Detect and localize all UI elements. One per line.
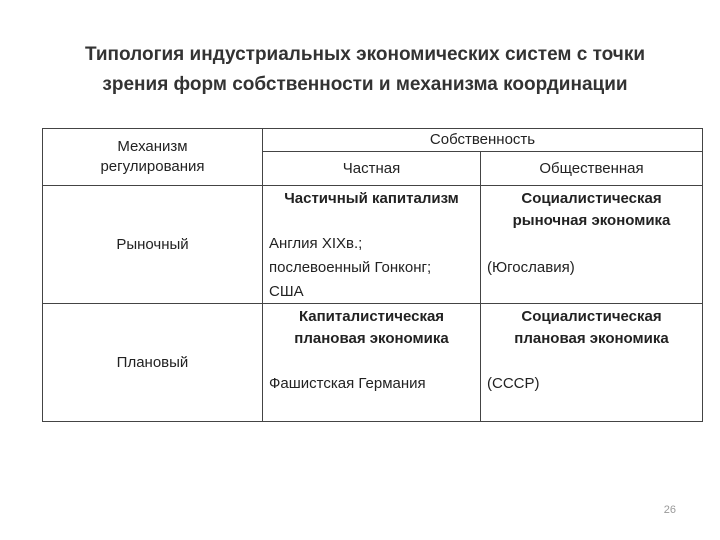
example-yugoslavia: (Югославия)	[487, 259, 575, 276]
header-private: Частная	[263, 152, 481, 186]
table-row-planned	[43, 304, 703, 422]
header-mechanism	[43, 129, 263, 186]
cell-planned-private-title-line-2: плановая экономика	[294, 330, 449, 347]
header-mechanism-line-2: регулирования	[100, 158, 205, 175]
cell-market-public-title-line-1: Социалистическая	[521, 190, 662, 207]
cell-market-public-title	[481, 186, 702, 232]
cell-market-private	[263, 186, 481, 304]
cell-planned-private-title	[263, 304, 480, 350]
example-ussr: (СССР)	[487, 375, 540, 392]
example-usa: США	[269, 283, 304, 300]
cell-planned-public	[481, 304, 703, 422]
example-england: Англия XIXв.;	[269, 235, 363, 252]
table-header-row	[43, 129, 703, 152]
cell-planned-public-title-line-2: плановая экономика	[514, 330, 669, 347]
row-label-market: Рыночный	[43, 186, 263, 304]
row-label-planned: Плановый	[43, 304, 263, 422]
cell-market-public-title-line-2: рыночная экономика	[512, 212, 671, 229]
table-row-market	[43, 186, 703, 304]
cell-planned-public-title-line-1: Социалистическая	[521, 308, 662, 325]
cell-market-private-title: Частичный капитализм	[284, 190, 459, 207]
cell-planned-public-examples	[487, 372, 698, 396]
page-number: 26	[663, 504, 676, 516]
header-mechanism-line-1: Механизм	[117, 138, 188, 155]
cell-market-public	[481, 186, 703, 304]
cell-planned-private-title-line-1: Капиталистическая	[298, 308, 445, 325]
cell-market-private-examples	[269, 232, 476, 304]
page-title	[40, 40, 690, 100]
cell-planned-private-examples	[269, 372, 476, 396]
cell-planned-public-title	[481, 304, 702, 350]
cell-market-public-examples	[487, 256, 698, 280]
cell-planned-private	[263, 304, 481, 422]
title-line-2: зрения форм собственности и механизма координации	[102, 74, 628, 95]
header-public: Общественная	[481, 152, 703, 186]
typology-table	[42, 128, 703, 422]
example-hongkong: послевоенный Гонконг;	[269, 259, 432, 276]
title-line-1: Типология индустриальных экономических систем с точки	[84, 44, 646, 65]
header-ownership: Собственность	[263, 129, 703, 152]
example-germany: Фашистская Германия	[269, 375, 426, 392]
